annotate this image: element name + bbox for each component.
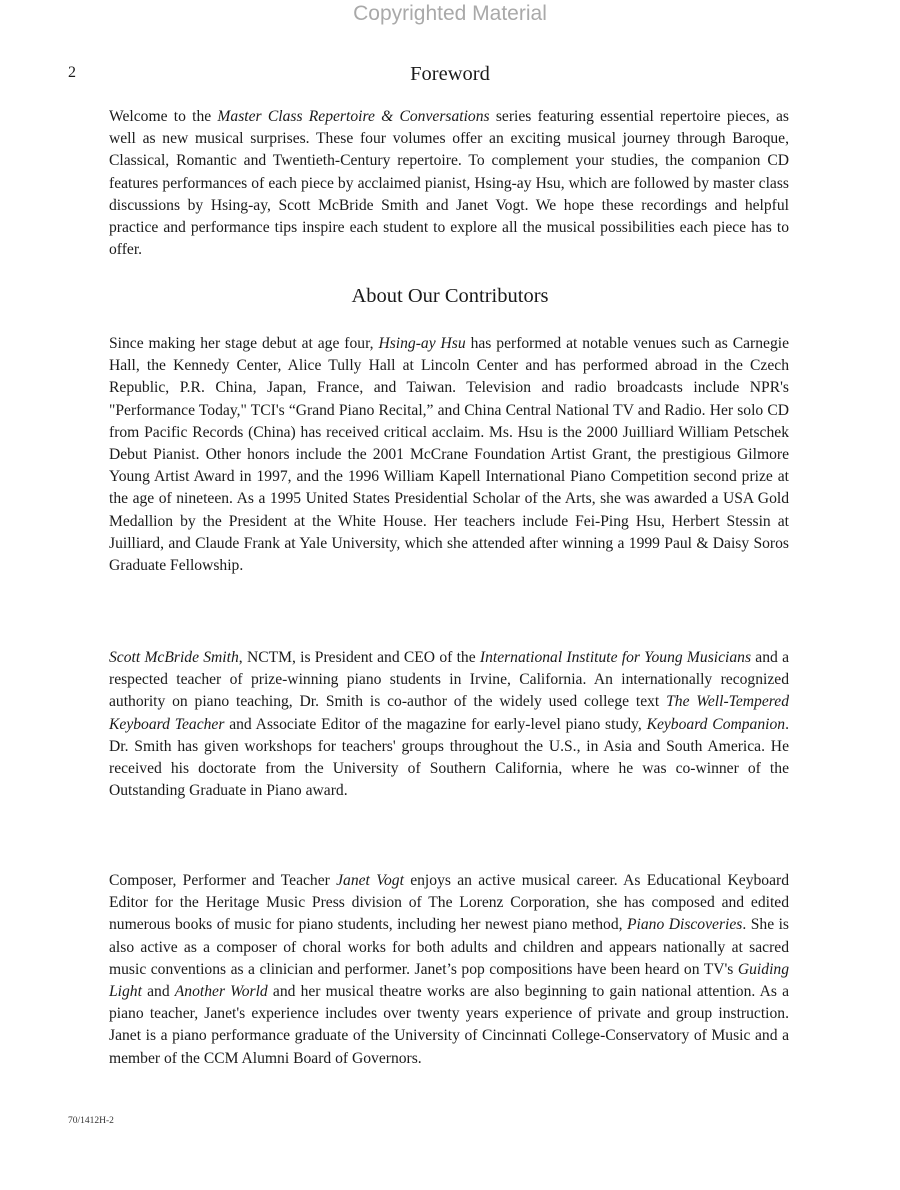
italic-text-run: Guiding Light [109, 960, 789, 1001]
foreword-heading: Foreword [410, 63, 490, 85]
copyright-watermark: Copyrighted Material [353, 2, 547, 25]
text-run: Composer, Performer and Teacher [109, 872, 337, 889]
italic-text-run: The Well-Tempered Keyboard Teacher [109, 693, 789, 733]
contributors-heading: About Our Contributors [351, 285, 549, 307]
text-run: . She is also active as a composer of choral works for both adults and children and appears nationally at sacred music conventions as a clinician and performer. Janet’s pop compositions have been heard on TV's [109, 916, 789, 978]
text-run: and her musical theatre works are also beginning to gain national attention. As a piano teacher, Janet's experience includes over twenty years experience of private and group instruction. Janet is a piano performance graduate of the University of Cincinnati College-Conservatory of Music and a member of the CCM Alumni Board of Governors. [109, 983, 789, 1067]
text-run: Welcome to the [109, 108, 218, 125]
foreword-paragraph [109, 106, 789, 261]
text-run: . Dr. Smith has given workshops for teachers' groups throughout the U.S., in Asia and South America. He received his doctorate from the University of Southern California, where he was co-winner of the Outstanding Graduate in Piano award. [109, 715, 789, 800]
contributor-bio-smith [109, 647, 789, 802]
italic-text-run: Piano Discoveries [627, 916, 743, 934]
italic-text-run: Hsing-ay Hsu [378, 335, 466, 352]
page-number: 2 [68, 64, 76, 81]
italic-text-run: Keyboard Companion [646, 715, 786, 733]
catalog-code: 70/1412H-2 [68, 1116, 114, 1126]
text-run: series featuring essential repertoire pieces, as well as new musical surprises. These four volumes offer an exciting musical journey through Baroque, Classical, Romantic and Twentieth-Century repertoire. To complement your studies, the companion CD features performances of each piece by acclaimed pianist, Hsing-ay Hsu, which are followed by master class discussions by Hsing-ay, Scott McBride Smith and Janet Vogt. We hope these recordings and helpful practice and performance tips inspire each student to explore all the musical possibilities each piece has to offer. [109, 108, 790, 259]
text-run: has performed at notable venues such as Carnegie Hall, the Kennedy Center, Alice Tully Hall at Lincoln Center and has performed abroad in the Czech Republic, P.R. China, Japan, France, and Taiwan. Television and radio broadcasts include NPR's "Performance Today," TCI's “Grand Piano Recital,” and China Central National TV and Radio. Her solo CD from Pacific Records (China) has received critical acclaim. Ms. Hsu is the 2000 Juilliard William Petschek Debut Pianist. Other honors include the 2001 McCrane Foundation Artist Grant, the prestigious Gilmore Young Artist Award in 1997, and the 1996 William Kapell International Piano Competition second prize at the age of nineteen. As a 1995 United States Presidential Scholar of the Arts, she was awarded a USA Gold Medallion by the President at the White House. Her teachers include Fei-Ping Hsu, Herbert Stessin at Juilliard, and Claude Frank at Yale University, which she attended after winning a 1999 Paul & Daisy Soros Graduate Fellowship. [109, 335, 789, 575]
italic-text-run: Scott McBride Smith [109, 649, 239, 666]
italic-text-run: Janet Vogt [336, 872, 404, 889]
italic-text-run: Master Class Repertoire & Conversations [217, 108, 490, 125]
text-run: Since making her stage debut at age four, [109, 335, 379, 352]
text-run: enjoys an active musical career. As Educational Keyboard Editor for the Heritage Music Press division of The Lorenz Corporation, she has composed and edited numerous books of music for piano students, including her newest piano method, [109, 872, 789, 934]
contributor-bio-vogt [109, 870, 789, 1070]
text-run: and Associate Editor of the magazine for early-level piano study, [224, 715, 647, 733]
text-run: , NCTM, is President and CEO of the [238, 649, 480, 666]
text-run: and [141, 983, 175, 1001]
italic-text-run: Another World [174, 983, 268, 1001]
italic-text-run: International Institute for Young Musicians [479, 649, 752, 666]
text-run: and a respected teacher of prize-winning piano students in Irvine, California. An internationally recognized authority on piano teaching, Dr. Smith is co-author of the widely used college text [109, 649, 789, 711]
contributor-bio-hsu [109, 333, 789, 577]
